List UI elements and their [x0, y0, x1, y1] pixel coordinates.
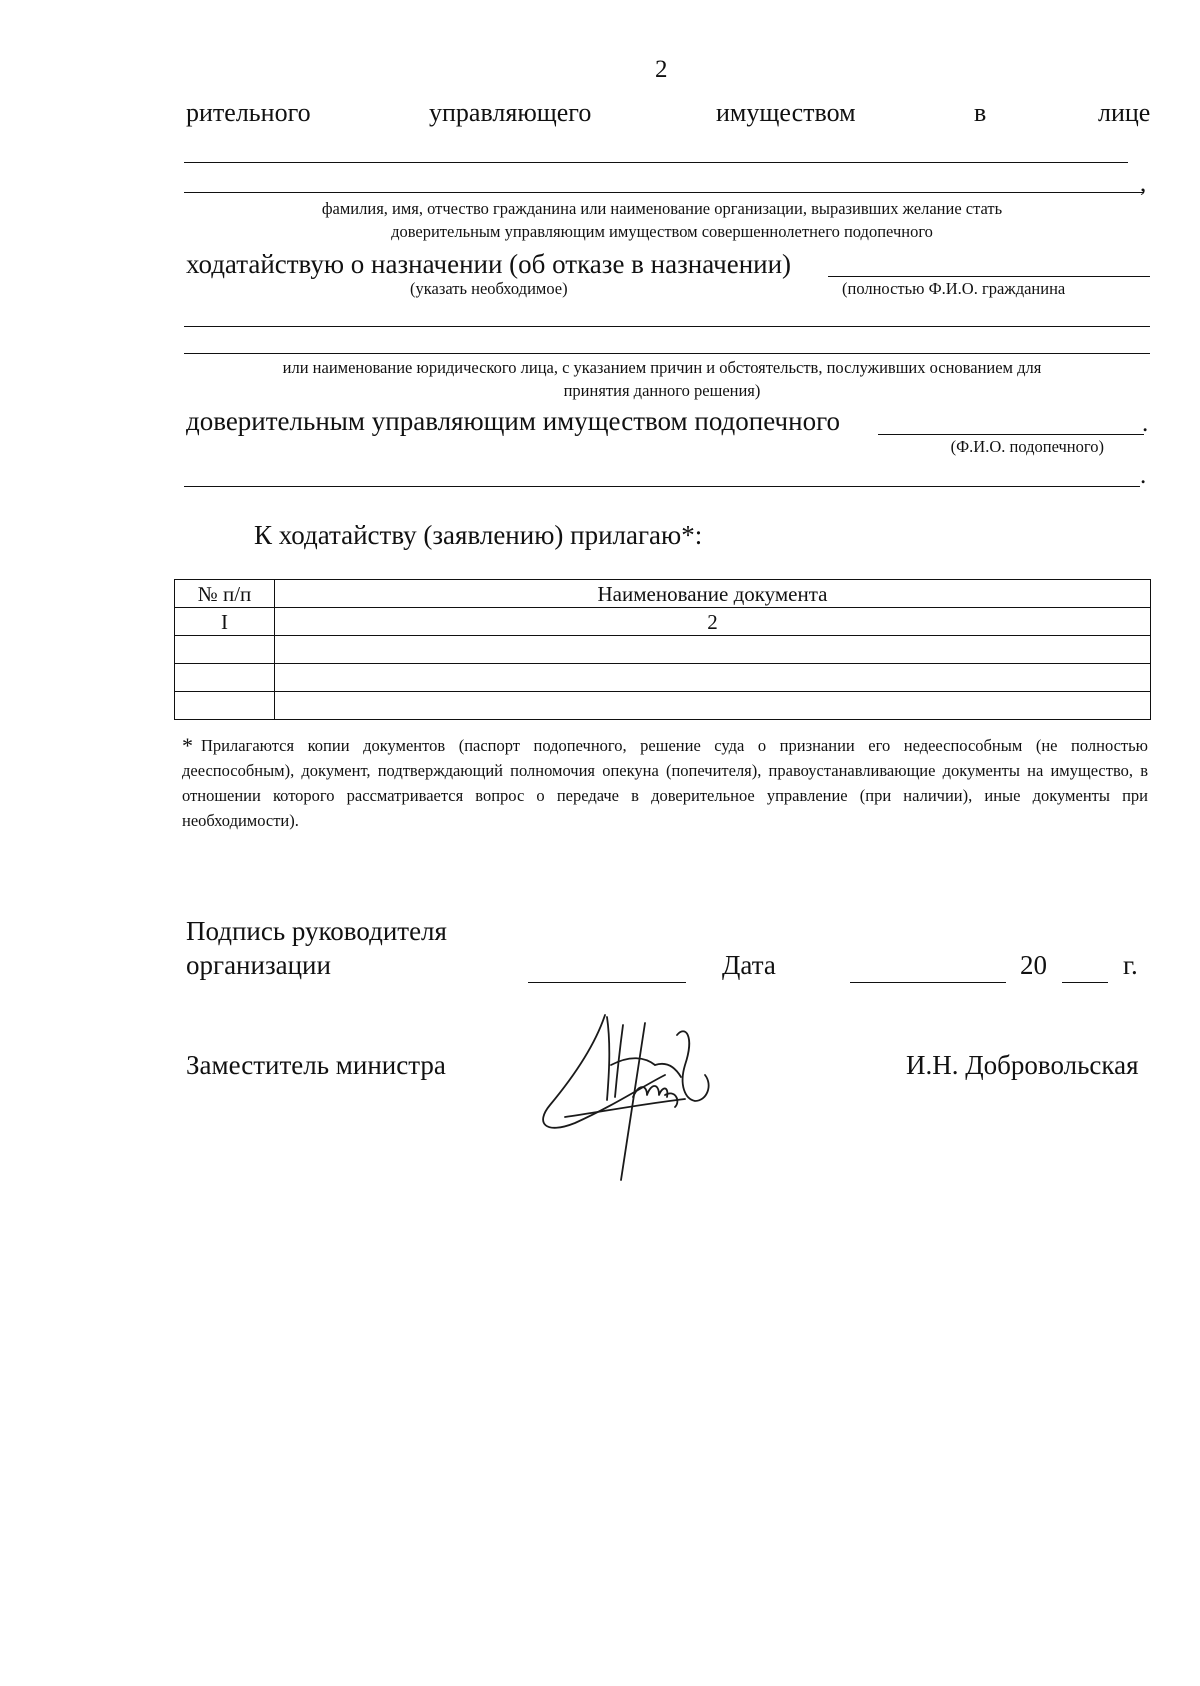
deputy-title: Заместитель министра — [186, 1050, 446, 1080]
signature-fill-line — [528, 982, 686, 983]
table-numbering-row — [175, 608, 1151, 636]
attachments-heading: К ходатайству (заявлению) прилагаю*: — [254, 520, 703, 550]
date-label: Дата — [722, 950, 776, 980]
numbering-cell-2: 2 — [275, 608, 1151, 636]
table-cell[interactable] — [175, 692, 275, 720]
table-cell[interactable] — [175, 636, 275, 664]
year-suffix: г. — [1123, 950, 1138, 980]
footnote — [182, 733, 1148, 833]
period-mark-1: . — [1142, 410, 1149, 437]
caption-legal-line-1: или наименование юридического лица, с указанием причин и обстоятельств, послуживших основанием для — [282, 358, 1042, 377]
comma-mark: , — [1140, 170, 1147, 197]
trustee-text: доверительным управляющим имуществом подопечного — [186, 406, 840, 436]
table-cell[interactable] — [275, 636, 1151, 664]
attachments-table — [174, 579, 1151, 720]
header-document-name: Наименование документа — [275, 580, 1151, 608]
header-number: № п/п — [175, 580, 275, 608]
footnote-star: * — [182, 733, 193, 758]
deputy-name: И.Н. Добровольская — [906, 1050, 1139, 1080]
numbering-cell-1: I — [175, 608, 275, 636]
table-header-row — [175, 580, 1151, 608]
caption-applicant-line-1: фамилия, имя, отчество гражданина или наименование организации, выразивших желание стать — [321, 199, 1003, 218]
table-row — [175, 664, 1151, 692]
table-cell[interactable] — [275, 664, 1151, 692]
year-prefix: 20 — [1020, 950, 1047, 980]
handwritten-signature — [535, 1005, 735, 1185]
intro-word-5: лице — [1098, 98, 1151, 127]
intro-word-1: рительного — [186, 98, 311, 127]
fill-line-2 — [184, 192, 1144, 193]
caption-legal-line-2: принятия данного решения) — [563, 381, 761, 400]
table-cell[interactable] — [275, 692, 1151, 720]
page-number: 2 — [655, 56, 668, 83]
fill-line-4 — [184, 353, 1150, 354]
ward-fill-line — [878, 434, 1144, 435]
caption-applicant-line-2: доверительным управляющим имуществом совершеннолетнего подопечного — [391, 222, 933, 241]
fill-line-1 — [184, 162, 1128, 163]
fill-line-3 — [184, 326, 1150, 327]
intro-word-4: в — [974, 98, 987, 127]
caption-ward-name: (Ф.И.О. подопечного) — [950, 437, 1104, 456]
signature-label-line-2: организации — [186, 950, 331, 980]
year-fill-line — [1062, 982, 1108, 983]
period-mark-2: . — [1140, 462, 1147, 489]
intro-word-2: управляющего — [429, 98, 592, 127]
fill-line-5 — [184, 486, 1140, 487]
petition-fill-line — [828, 276, 1150, 277]
table-row — [175, 636, 1151, 664]
petition-text: ходатайствую о назначении (об отказе в назначении) — [186, 249, 792, 279]
table-row — [175, 692, 1151, 720]
date-fill-line — [850, 982, 1006, 983]
footnote-text: Прилагаются копии документов (паспорт подопечного, решение суда о признании его недееспособным (не полностью дееспособным), документ, подтверждающий полномочия опекуна (попечителя), правоустанавливающие документы на имущество, в отношении которого рассматривается вопрос о передаче в доверительное управление (при наличии), иные документы при необходимости). — [182, 736, 1148, 830]
table-cell[interactable] — [175, 664, 275, 692]
signature-label-line-1: Подпись руководителя — [186, 916, 447, 946]
intro-word-3: имуществом — [716, 98, 856, 127]
caption-specify: (указать необходимое) — [410, 279, 568, 298]
caption-full-name: (полностью Ф.И.О. гражданина — [842, 279, 1066, 298]
